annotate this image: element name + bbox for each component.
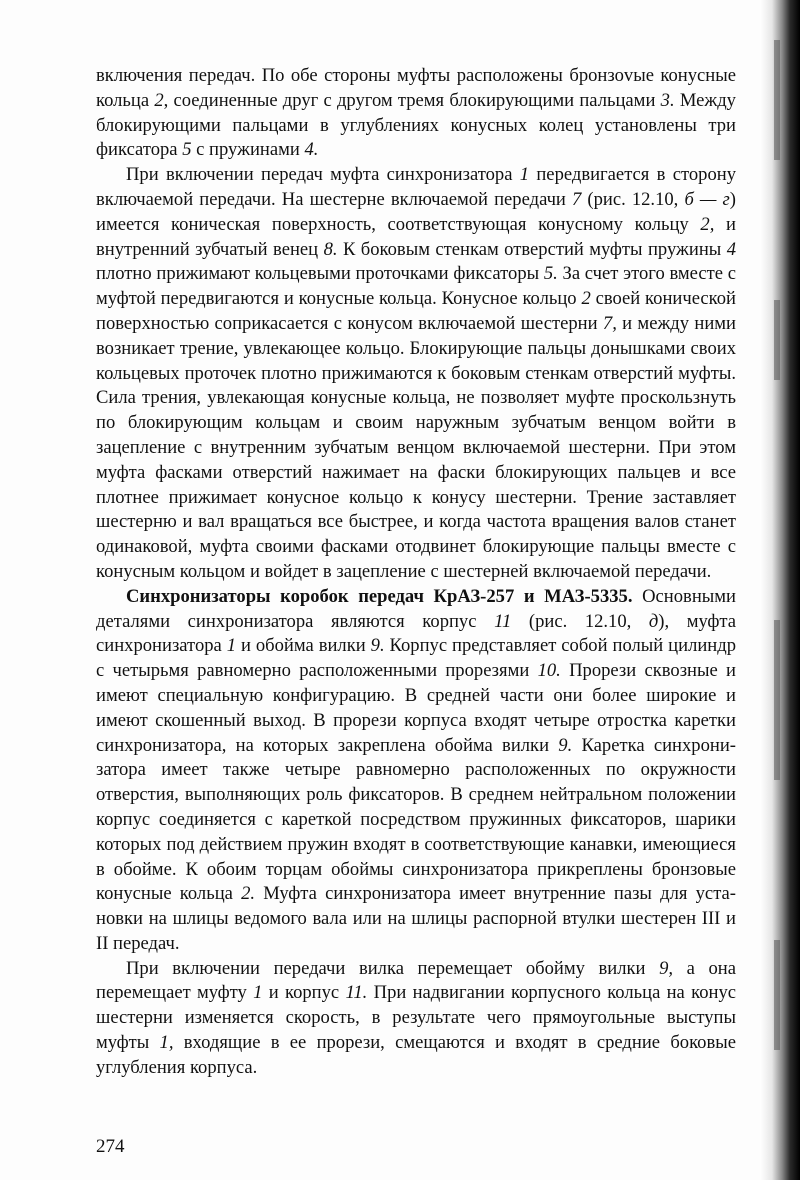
text-run: 4 bbox=[726, 238, 736, 260]
text-run: передвигается в сторону включаемой передачи. На шестерне включаемой передачи bbox=[96, 164, 736, 210]
text-run: 7 bbox=[571, 188, 582, 210]
text-run: 2. bbox=[241, 883, 256, 905]
body-text bbox=[96, 64, 736, 1081]
text-run: Синхронизаторы коробок передач КрАЗ-257 и МАЗ-5335. bbox=[126, 585, 633, 607]
text-run: 2 bbox=[581, 288, 591, 310]
text-run: 2, bbox=[700, 213, 715, 235]
text-run: 4. bbox=[304, 139, 319, 161]
text-run: За счет этого вместе с муфтой передвигаются и конусные кольца. Конусное кольцо bbox=[96, 263, 736, 310]
text-run: и внутренний зубчатый венец bbox=[96, 213, 736, 260]
text-run: , соединенные друг с другом тремя блокирующими пальцами bbox=[163, 89, 661, 111]
text-run: 8. bbox=[323, 238, 338, 260]
text-run: 1 bbox=[519, 164, 530, 186]
text-run: 5. bbox=[543, 263, 558, 285]
text-run: а она перемещает муфту bbox=[96, 957, 736, 1004]
text-run: включения передач. По обе стороны муфты расположены бронзоvые конусные кольца bbox=[96, 65, 736, 111]
text-run: и обойма вилки bbox=[236, 635, 371, 657]
paragraph-3 bbox=[96, 585, 736, 957]
text-run: ) имеется коническая поверхность, соответствующая конусному кольцу bbox=[96, 188, 736, 235]
text-run: 11 bbox=[494, 610, 512, 632]
text-run: Каретка синхронизатора имеет также четыре равномерно расположенных по окружности отверстия, выполняющих роль фиксаторов. В среднем нейтральном положении корпус соединяется с кареткой посредством пружинных фиксаторов, шарики которых под действием пружин входят в соответствующие канавки, имеющиеся в обойме. К обоим торцам обоймы синхронизатора прикреплены бронзовые конусные кольца bbox=[96, 734, 736, 905]
text-run: 2 bbox=[154, 89, 164, 111]
text-run: 9. bbox=[370, 635, 385, 657]
text-run: ), муфта синхронизатора bbox=[96, 610, 736, 657]
text-run: При надвигании корпусного кольца на конус шестерни изменяется скорость, в результате чего прямоугольные выступы муфты bbox=[96, 982, 736, 1054]
text-run: 3. bbox=[660, 89, 675, 111]
text-run: 9. bbox=[558, 734, 573, 756]
text-run: Основными деталями синхронизатора являются корпус bbox=[96, 585, 736, 632]
text-run: и корпус bbox=[262, 982, 346, 1004]
page-number: 274 bbox=[96, 1136, 125, 1157]
text-run: 1 bbox=[226, 635, 237, 657]
text-run: своей конической поверхностью соприкасается с конусом включаемой шестерни bbox=[96, 288, 736, 334]
text-run: Между блокирующими пальцами в углублениях конусных колец установлены три фиксатора bbox=[96, 89, 736, 161]
text-run: 10. bbox=[537, 660, 561, 682]
book-binding-shadow bbox=[760, 0, 800, 1180]
paragraph-2 bbox=[96, 163, 736, 585]
text-run: 1, bbox=[159, 1032, 174, 1054]
text-run: Прорези сквозные и имеют специальную конфигурацию. В средней части они более широкие и имеют скошенный выход. В прорези корпуса входят четыре отростка каретки синхронизатора, на которых закреплена обойма вилки bbox=[96, 660, 736, 756]
text-run: 7, bbox=[602, 312, 617, 334]
text-run: и между ними возникает трение, увлекающее кольцо. Блокирующие пальцы донышками своих кольцевых проточек плотно прижимаются к боковым стенкам отверстий муфты. Сила трения, увлекающая конусные кольца, не позволяет муфте проскользнуть по блокирующим кольцам и своим наружным зубчатым венцом войти в зацепление с внутренним зубчатым венцом включаемой шестерни. При этом муфта фасками отверстий нажимает на фаски блокирующих пальцев и все плотнее прижимает конусное кольцо к конусу шестерни. Трение заставляет шестерню и вал вращаться все быстрее, и когда частота вращения валов станет одинаковой, муфта своими фасками отодвинет блокирующие пальцы вместе с конусным кольцом и войдет в зацепление с шестерней включаемой передачи. bbox=[96, 312, 736, 582]
text-run: При включении передачи вилка перемещает обойму вилки bbox=[126, 957, 660, 979]
text-run: плотно прижимают кольцевыми проточками фиксаторы bbox=[96, 263, 544, 285]
text-run: б — г bbox=[684, 188, 730, 210]
text-run: Муфта синхронизатора имеет внутренние пазы для установки на шлицы ведомого вала или на шлицы распорной втулки шестерен III и II передач. bbox=[96, 883, 736, 954]
text-run: 11. bbox=[345, 982, 368, 1004]
paragraph-4 bbox=[96, 957, 736, 1081]
text-run: д bbox=[648, 610, 659, 632]
text-run: (рис. 12.10, bbox=[581, 188, 685, 210]
paragraph-1 bbox=[96, 64, 736, 163]
text-run: Корпус представляет собой полый цилиндр с четырьмя равномерно расположенными прорезями bbox=[96, 635, 737, 682]
text-run: 9, bbox=[659, 957, 674, 979]
text-run: 5 bbox=[182, 139, 192, 161]
text-run: с пружинами bbox=[191, 139, 305, 161]
text-run: 1 bbox=[253, 982, 263, 1004]
text-run: (рис. 12.10, bbox=[511, 610, 649, 632]
text-run: При включении передач муфта синхронизатора bbox=[126, 164, 520, 186]
text-run: К боковым стенкам отверстий муфты пружины bbox=[337, 238, 727, 260]
text-run: входящие в ее прорези, смещаются и входят в средние боковые углубления корпуса. bbox=[96, 1032, 736, 1078]
